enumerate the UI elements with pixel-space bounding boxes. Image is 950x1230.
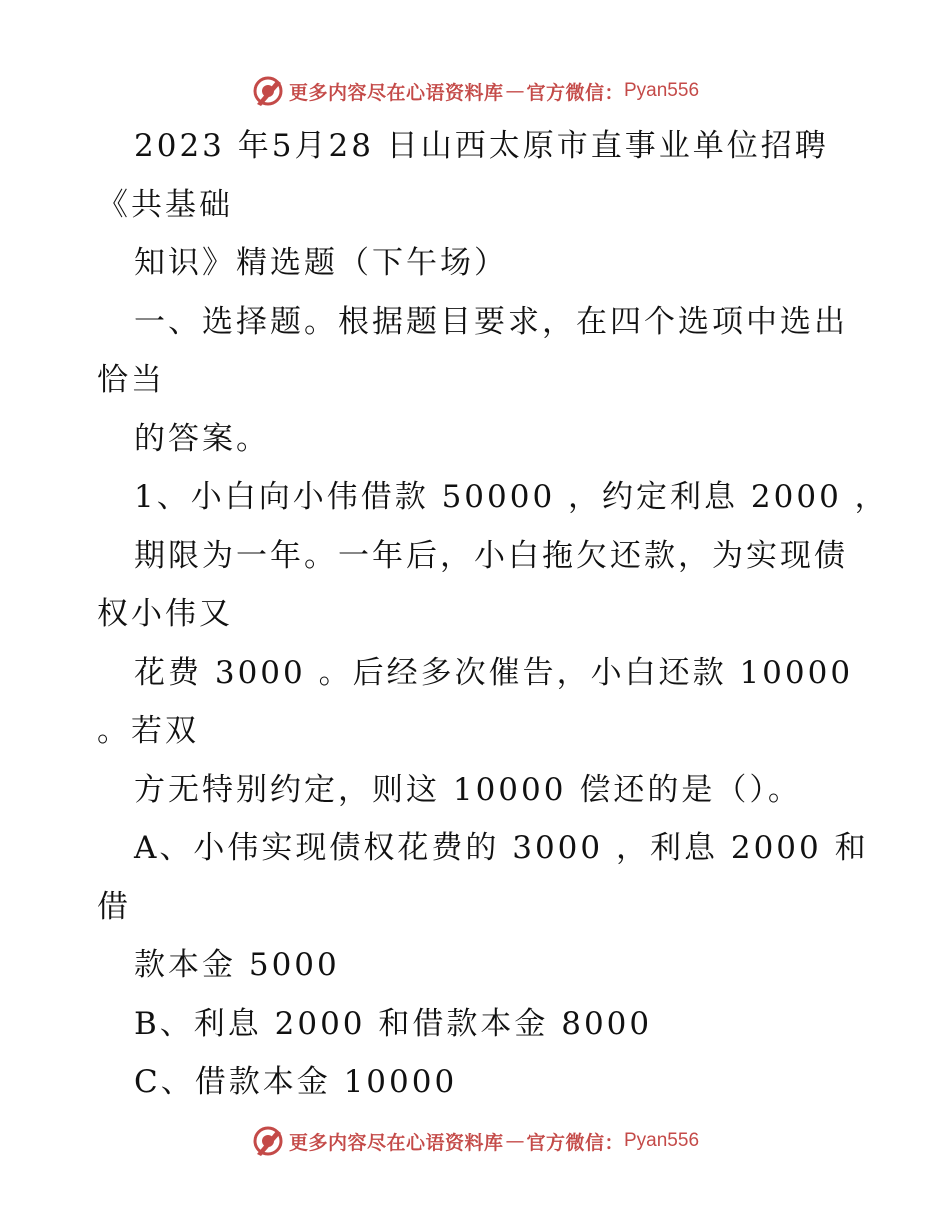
pen-logo-icon [251, 74, 285, 108]
option-a-line-1: A、小伟实现债权花费的 3000 ，利息 2000 和 [134, 830, 869, 866]
watermark-id: Pyan556 [624, 1130, 700, 1151]
question-line-1: 1、小白向小伟借款 50000 ，约定利息 2000 ， [134, 479, 889, 515]
watermark-suffix: 官方微信： [526, 1131, 624, 1154]
section-heading-line-1: 一、选择题。根据题目要求，在四个选项中选出 [134, 303, 848, 340]
question-line-2: 期限为一年。一年后，小白拖欠还款，为实现债 [134, 537, 848, 574]
watermark-dash: — [505, 80, 525, 102]
title-line-1: 2023 年5月28 日山西太原市直事业单位招聘 [134, 128, 829, 164]
question-line-5: 。若双 [97, 713, 199, 749]
section-heading-line-3: 的答案。 [134, 420, 270, 457]
title-line-3: 知识》精选题（下午场） [134, 245, 508, 281]
watermark-main-text: 更多内容尽在心语资料库 [288, 1131, 504, 1154]
question-line-4: 花费 3000 。后经多次催告，小白还款 10000 [134, 654, 854, 691]
option-a-line-3: 款本金 5000 [134, 947, 340, 983]
pen-logo-icon [251, 1124, 285, 1158]
watermark-suffix: 官方微信： [526, 81, 624, 104]
option-a-line-2: 借 [97, 888, 131, 925]
watermark-header [0, 74, 950, 108]
title-line-2: 《共基础 [97, 186, 233, 223]
question-line-3: 权小伟又 [97, 596, 233, 632]
watermark-dash: — [505, 1130, 525, 1152]
watermark-main-text: 更多内容尽在心语资料库 [288, 81, 504, 104]
section-heading-line-2: 恰当 [97, 362, 165, 398]
option-c: C、借款本金 10000 [134, 1064, 458, 1100]
document-body [97, 117, 927, 1112]
watermark-footer [0, 1124, 950, 1158]
watermark-id: Pyan556 [624, 80, 700, 101]
question-line-6: 方无特别约定，则这 10000 偿还的是（）。 [134, 771, 802, 808]
option-b: B、利息 2000 和借款本金 8000 [134, 1005, 653, 1042]
